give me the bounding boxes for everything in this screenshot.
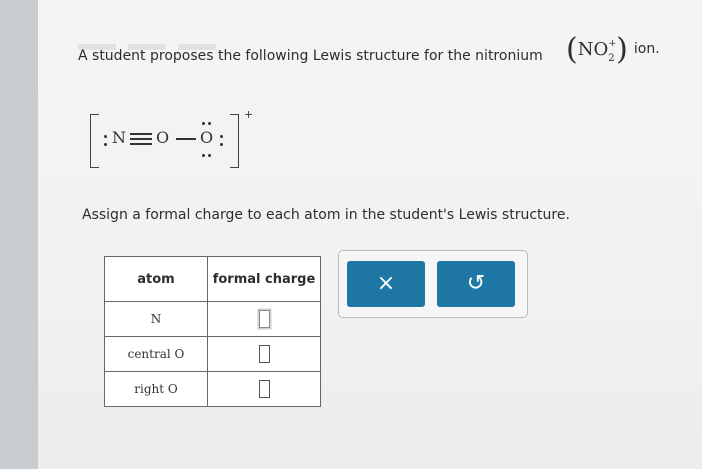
nitronium-formula (566, 32, 660, 67)
atom-label: right O (105, 372, 208, 407)
clear-button[interactable] (347, 261, 425, 307)
triple-bond-line (130, 143, 152, 145)
lone-pair-dot (104, 135, 107, 138)
formal-charge-table (104, 256, 321, 407)
question-text: A student proposes the following Lewis structure for the nitronium (78, 48, 543, 64)
bracket-right (230, 114, 239, 168)
formal-charge-cell (208, 302, 321, 337)
formula-superscript: + (608, 39, 617, 49)
lone-pair-dot (208, 122, 211, 125)
lone-pair-dot (104, 143, 107, 146)
formal-charge-input-n[interactable] (259, 310, 270, 328)
atom-label: central O (105, 337, 208, 372)
close-icon: × (376, 271, 396, 296)
triple-bond-line (130, 133, 152, 135)
bracket-left (90, 114, 99, 168)
formal-charge-input-right-o[interactable] (259, 380, 270, 398)
table-header-row (105, 257, 321, 302)
header-formal-charge: formal charge (208, 257, 321, 302)
paren-left: ( (566, 32, 578, 67)
lone-pair-dot (220, 135, 223, 138)
instruction-text: Assign a formal charge to each atom in the student's Lewis structure. (82, 207, 570, 223)
lone-pair-dot (202, 154, 205, 157)
atom-o-central: O (156, 128, 170, 147)
action-button-panel (338, 250, 528, 318)
ion-charge: + (244, 108, 254, 121)
table-row (105, 372, 321, 407)
lone-pair-dot (208, 154, 211, 157)
header-atom: atom (105, 257, 208, 302)
table-row (105, 337, 321, 372)
formal-charge-cell (208, 337, 321, 372)
lone-pair-dot (202, 122, 205, 125)
formal-charge-input-central-o[interactable] (259, 345, 270, 363)
formula-subscript: 2 (608, 53, 615, 64)
lone-pair-dot (220, 143, 223, 146)
single-bond-line (176, 138, 196, 140)
triple-bond-line (130, 138, 152, 140)
paren-right: ) (616, 32, 628, 67)
atom-label: N (105, 302, 208, 337)
lewis-structure (88, 108, 258, 174)
undo-button[interactable] (437, 261, 515, 307)
atom-n: N (112, 128, 126, 147)
atom-o-right: O (200, 128, 214, 147)
formula-main: NO (577, 39, 609, 60)
undo-icon: ↺ (466, 271, 486, 296)
formal-charge-cell (208, 372, 321, 407)
formula-suffix: ion. (633, 41, 660, 57)
table-row (105, 302, 321, 337)
